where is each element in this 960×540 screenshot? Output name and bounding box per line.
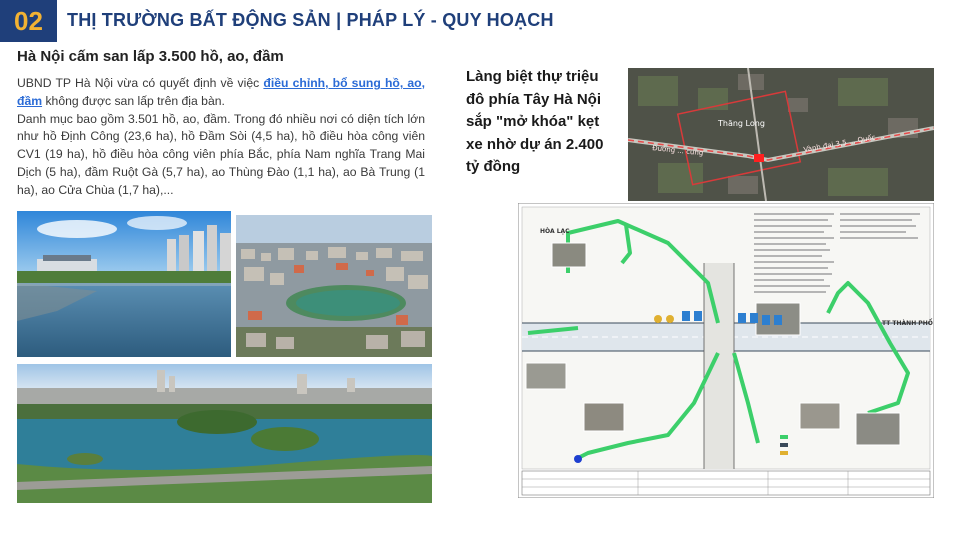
map-label-thang-long: Thăng Long (718, 119, 765, 128)
aerial-city-lake-photo (236, 215, 432, 357)
map-label-road-left: Đường ... cung (651, 144, 704, 158)
paragraph1-text-before: UBND TP Hà Nội vừa có quyết định về việc (17, 76, 264, 90)
plan-label-thanh-pho: TT THÀNH PHỐ (882, 320, 933, 327)
aerial-road-map (628, 68, 934, 201)
page-title: THỊ TRƯỜNG BẤT ĐỘNG SẢN | PHÁP LÝ - QUY HOẠCH (67, 10, 554, 30)
paragraph2-text: Danh mục bao gồm 3.501 hồ, ao, đầm. Trong đó nhiều nơi có diện tích lớn như hồ Định Công (23,6 ha), hồ Đầm Sòi (4,5 ha), hồ điều hòa công viên CV1 (19 ha), hồ điều hòa công viên phía Bắc, phía Nam nghĩa Trang Mai Dịch (5 ha), đầm Ruột Gà (5,7 ha), ao Thùng Đào (1,1 ha), ao Bà Trung (1 ha), ao Cửa Chùa (1,7 ha),... (17, 111, 425, 197)
aerial-lake-islands-photo (17, 364, 432, 503)
plan-label-hoa-lac: HÒA LẠC (540, 228, 570, 235)
section-number-badge: 02 (0, 0, 57, 42)
left-article-body (17, 75, 425, 200)
article-link[interactable]: điều chỉnh, bổ sung hồ, ao, đầm (17, 76, 425, 108)
paragraph1-text-after: không được san lấp trên địa bàn. (42, 93, 225, 108)
planning-map (518, 203, 934, 498)
lake-highrise-photo (17, 211, 231, 357)
left-article-heading: Hà Nội cấm san lấp 3.500 hồ, ao, đầm (17, 48, 284, 65)
right-article-heading: Làng biệt thự triệu đô phía Tây Hà Nội sắp "mở khóa" kẹt xe nhờ dự án 2.400 tỷ đồng (466, 68, 604, 175)
map-label-road-right: Vành đai 3,5 ... Quốc ... (802, 131, 885, 154)
